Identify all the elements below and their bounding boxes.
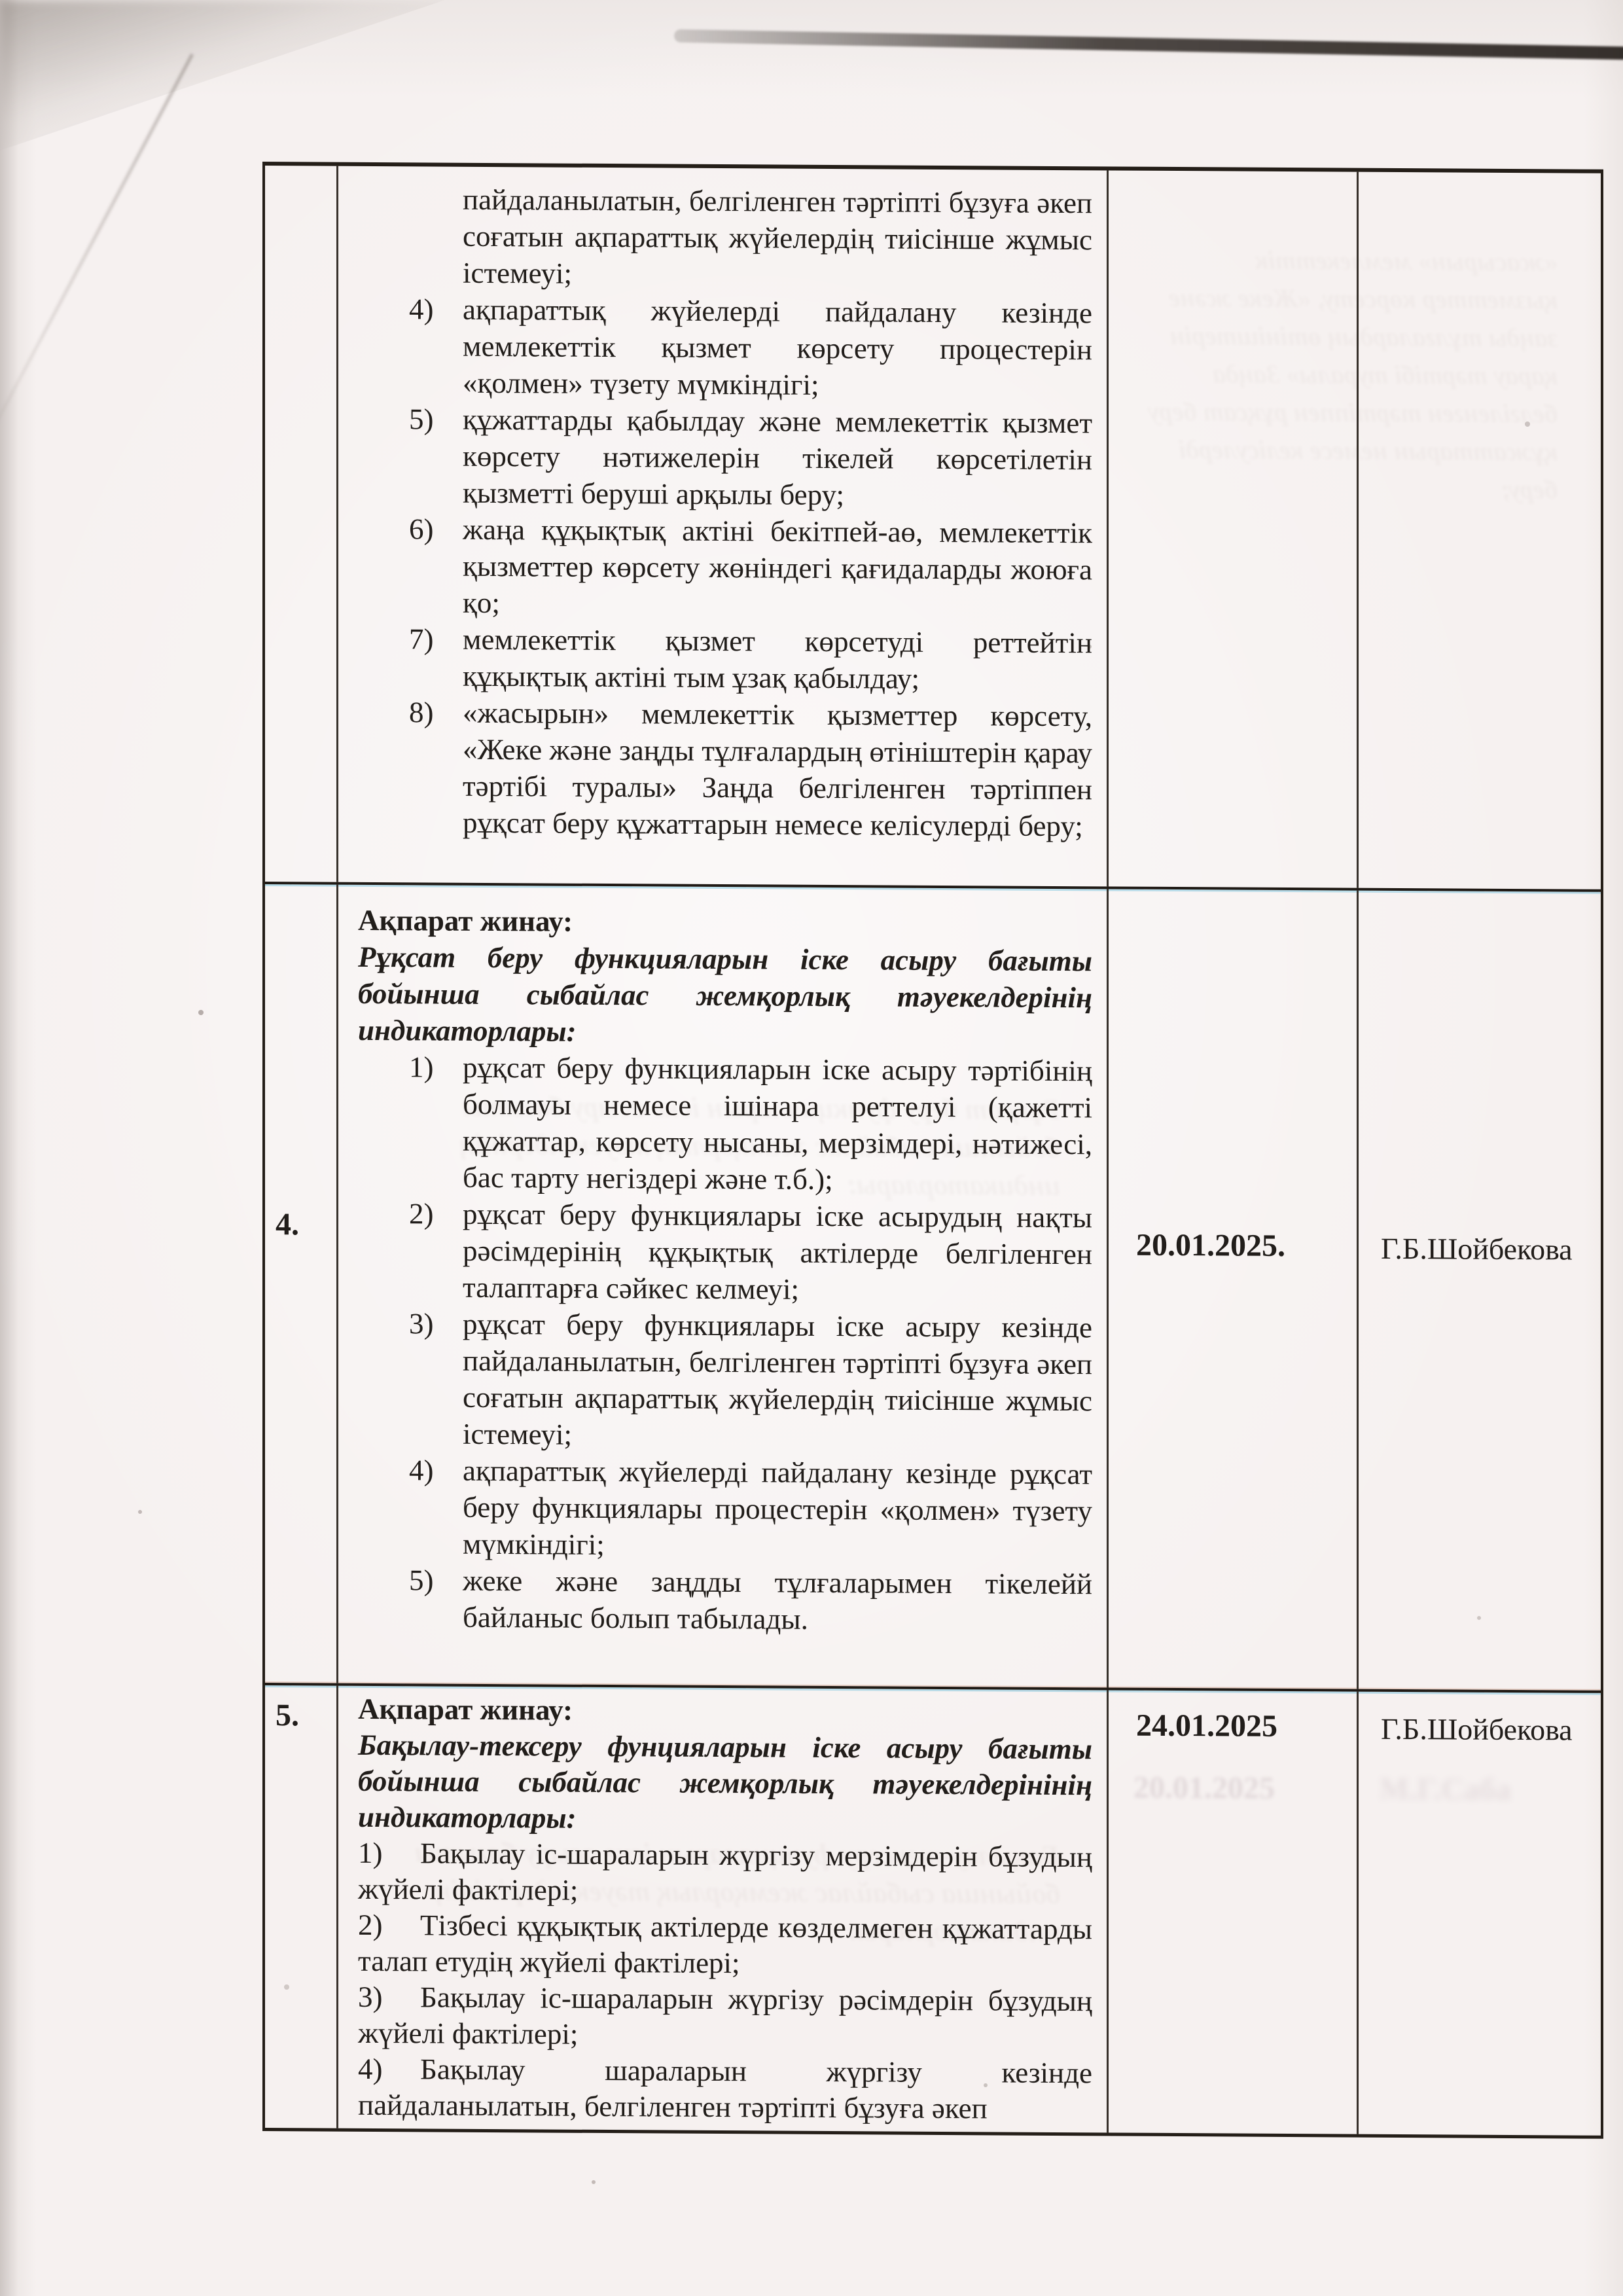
list-item-text: жаңа құқықтық актіні бекітпей-аө, мемлекеттік қызметтер көрсету жөніндегі қағидаларды жоюға қо; bbox=[463, 512, 1092, 620]
cell-subheading: Бақылау-тексеру фунцияларын іске асыру бағыты бойынша сыбайлас жемқорлық тәуекелдерінінің индикаторлары: bbox=[358, 1728, 1092, 1835]
list-item bbox=[358, 1979, 1092, 2055]
cell-heading: Ақпарат жинау: bbox=[358, 1692, 573, 1727]
list-item-text: ақпараттық жүйелерді пайдалану кезінде мемлекеттік қызмет көрсету процестерін «қолмен» түзету мүмкіндігі; bbox=[463, 293, 1092, 401]
list-item bbox=[358, 2051, 1092, 2127]
list-item-number: 4) bbox=[358, 2052, 383, 2086]
row-number-cell bbox=[265, 1685, 338, 2128]
list-item bbox=[409, 1452, 1092, 1566]
row-number: 4. bbox=[276, 1207, 299, 1242]
executor-cell bbox=[1359, 1692, 1601, 2136]
list-item-number: 3) bbox=[358, 1980, 383, 2014]
list-item-text: құжаттарды қабылдау және мемлекеттік қызмет көрсету нәтижелерін тікелей көрсетілетін қызметті беруші арқылы беру; bbox=[463, 403, 1092, 512]
list-item-number: 4) bbox=[409, 293, 434, 326]
list-item-text: ақпараттық жүйелерді пайдалану кезінде рұқсат беру функциялары процестерін «қолмен» түзету мүмкіндігі; bbox=[463, 1454, 1092, 1562]
list-item-text: жеке және заңдды тұлғаларымен тікелейй байланыс болып табылады. bbox=[463, 1564, 1092, 1636]
list-item-number: 5) bbox=[409, 1564, 434, 1597]
list-item bbox=[409, 291, 1092, 405]
date-value: 20.01.2025. bbox=[1136, 1227, 1285, 1264]
cell-subheading: Рұқсат беру функцияларын іске асыру бағыты бойынша сыбайлас жемқорлық тәуекелдерінің индикаторлары: bbox=[358, 940, 1092, 1048]
list-item-number: 5) bbox=[409, 403, 434, 436]
list-item-text: Бақылау іс-шараларын жүргізу мерзімдерін бұзудың жүйелі фактілері; bbox=[358, 1837, 1092, 1907]
bleed-through-name: М.Г.Саба bbox=[1380, 1771, 1512, 1807]
list-item bbox=[409, 694, 1092, 845]
list-item-number: 4) bbox=[409, 1454, 434, 1487]
list-item bbox=[409, 511, 1092, 625]
cell-paragraph: пайдаланылатын, белгіленген тәртіпті бұзуға әкеп соғатын ақпараттық жүйелердің тиісінше жұмыс істемеуі; bbox=[463, 183, 1092, 290]
list-item-number: 6) bbox=[409, 512, 434, 546]
executor-name: Г.Б.Шойбекова bbox=[1381, 1712, 1573, 1747]
list-item bbox=[409, 1049, 1092, 1200]
list-item-number: 2) bbox=[409, 1197, 434, 1230]
table-row bbox=[265, 884, 1601, 1693]
table-row bbox=[265, 166, 1601, 892]
row-number-cell bbox=[265, 166, 338, 882]
list-item bbox=[358, 1835, 1092, 1911]
cell-heading: Ақпарат жинау: bbox=[358, 903, 573, 938]
document-table bbox=[262, 162, 1603, 2139]
list-item bbox=[358, 1907, 1092, 1983]
list-item-number: 1) bbox=[409, 1050, 434, 1084]
list-item-text: «жасырын» мемлекеттік қызметтер көрсету, «Жеке және заңды тұлғалардың өтініштерін қарау тәртібі туралы» Заңда белгіленген тәртіппен рұқсат беру құжаттарын немесе келісулерді беру; bbox=[463, 696, 1092, 843]
list-item bbox=[409, 1306, 1092, 1456]
list-item-text: рұқсат беру функциялары іске асырудың нақты рәсімдерінің құқықтық актілерде белгіленген талаптарға сәйкес келмеуі; bbox=[463, 1197, 1092, 1306]
list-item-text: рұқсат беру функцияларын іске асыру тәртібінің болмауы немесе ішінара реттелуі (қажетті құжаттар, көрсету нысаны, мерзімдері, нәтижесі, бас тарту негіздері және т.б.); bbox=[463, 1050, 1092, 1196]
list-item-number: 2) bbox=[358, 1908, 383, 1942]
date-cell bbox=[1109, 889, 1359, 1689]
list-item-number: 7) bbox=[409, 622, 434, 656]
executor-cell bbox=[1359, 891, 1601, 1691]
row-content-cell bbox=[338, 1686, 1109, 2133]
list-item-text: Бақылау іс-шараларын жүргізу рәсімдерін бұзудың жүйелі фактілері; bbox=[358, 1981, 1092, 2051]
executor-name: Г.Б.Шойбекова bbox=[1381, 1231, 1573, 1266]
bleed-through-date: 20.01.2025 bbox=[1133, 1770, 1275, 1806]
executor-cell bbox=[1359, 172, 1601, 889]
list-item-text: рұқсат беру функциялары іске асыру кезінде пайдаланылатын, белгіленген тәртіпті бұзуға әкеп соғатын ақпараттық жүйелердің тиісінше жұмыс істемеуі; bbox=[463, 1307, 1092, 1451]
list-item-text: Тізбесі құқықтық актілерде көзделмеген құжаттарды талап етудің жүйелі фактілері; bbox=[358, 1909, 1092, 1980]
list-item-number: 8) bbox=[409, 696, 434, 729]
date-cell bbox=[1109, 170, 1359, 888]
list-item-number: 1) bbox=[358, 1836, 383, 1870]
list-item bbox=[409, 1562, 1092, 1640]
row-content-cell bbox=[338, 166, 1109, 887]
list-item bbox=[409, 401, 1092, 515]
list-item-text: Бақылау шараларын жүргізу кезінде пайдаланылатын, белгіленген тәртіпті бұзуға әкеп bbox=[358, 2053, 1092, 2125]
row-number: 5. bbox=[276, 1698, 299, 1733]
row-content-cell bbox=[338, 885, 1109, 1688]
table-row bbox=[265, 1685, 1601, 2136]
list-item-number: 3) bbox=[409, 1307, 434, 1340]
list-item bbox=[409, 621, 1092, 698]
date-value: 24.01.2025 bbox=[1136, 1708, 1277, 1744]
list-item-text: мемлекеттік қызмет көрсетуді реттейтін құқықтық актіні тым ұзақ қабылдау; bbox=[463, 622, 1092, 695]
row-number-cell bbox=[265, 884, 338, 1683]
date-cell bbox=[1109, 1690, 1359, 2134]
list-item bbox=[409, 1196, 1092, 1310]
